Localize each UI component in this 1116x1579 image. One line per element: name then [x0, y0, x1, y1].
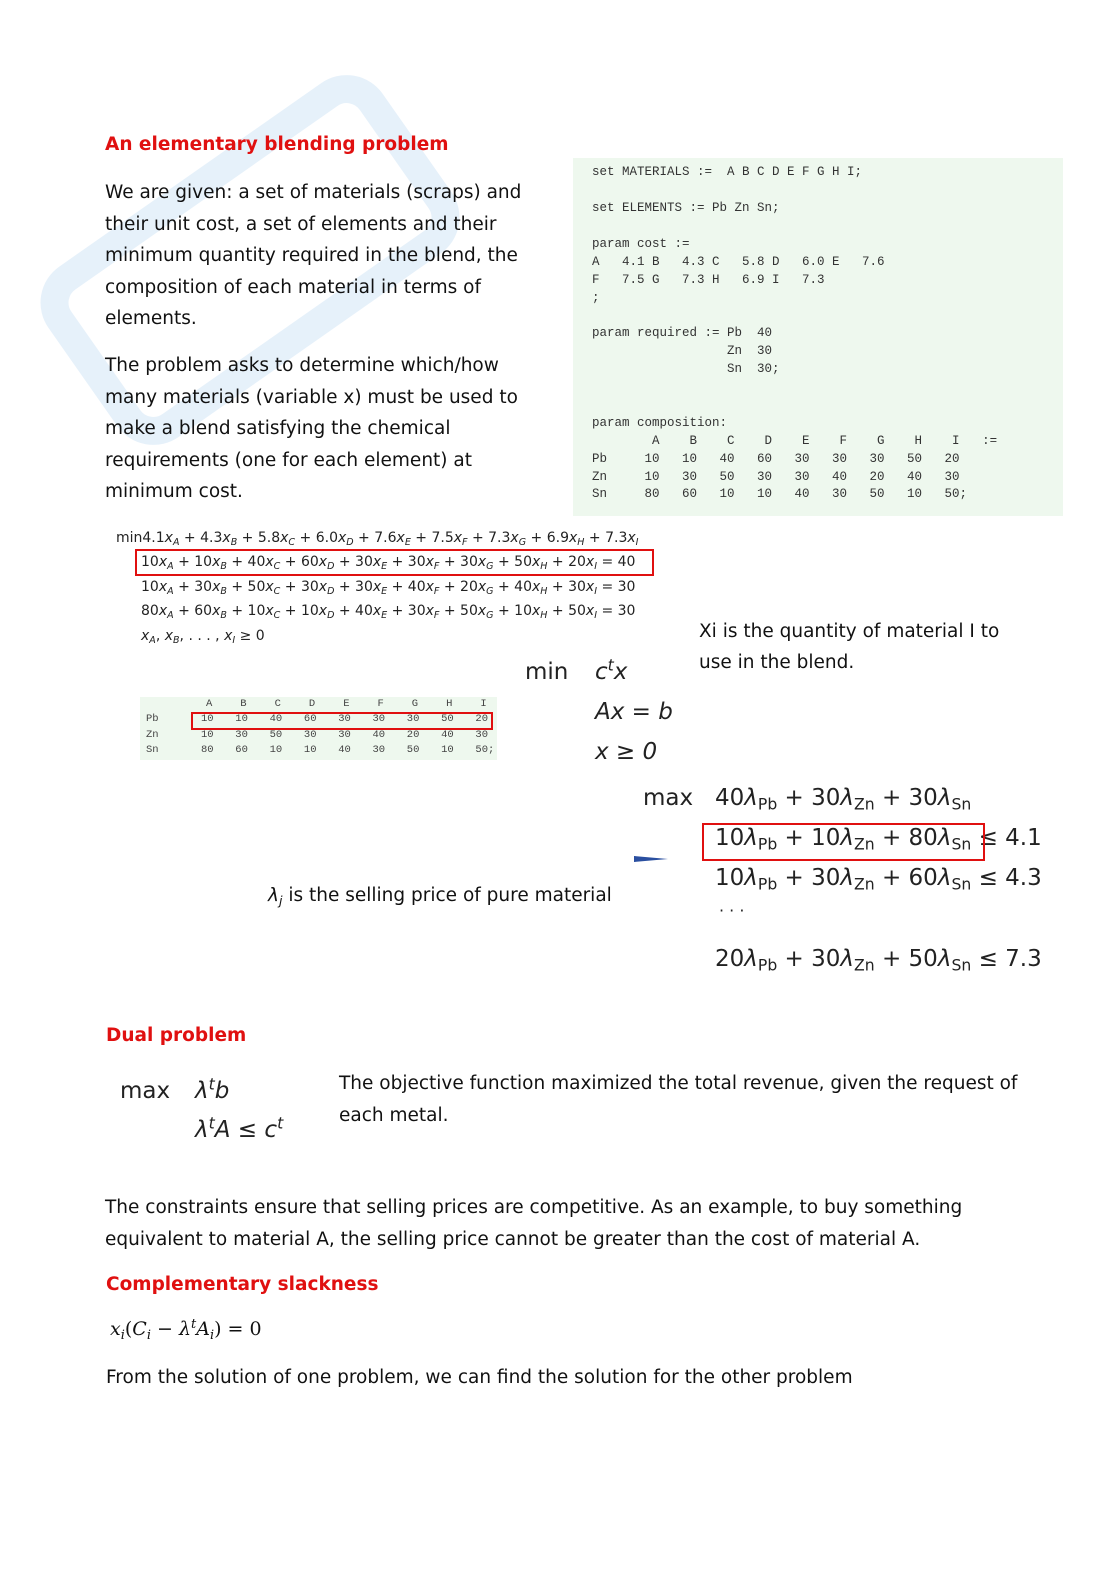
lambda-note-text: is the selling price of pure material [282, 885, 612, 906]
highlight-box-dual-constraint [702, 823, 985, 861]
table-header-cell: E [343, 698, 350, 710]
c-vector: c [595, 659, 608, 685]
table-cell: 40 [372, 728, 386, 741]
table-cell: 10 [269, 744, 283, 756]
dual-max-compact: max [120, 1078, 171, 1104]
dual-constraint: $20\lambda_{Pb} + 30\lambda_{Zn} + 50\lambda_{Sn} \le 7.3$ [715, 946, 1042, 975]
code-line: ; [592, 291, 600, 305]
code-line: A B C D E F G H I := [592, 434, 998, 448]
primal-constraint: $10x_A + 30x_B + 50x_C + 30x_D + 30x_E + 40x_F + 20x_G + 40x_H + 30x_I = 30$ [141, 578, 636, 597]
code-line: Zn 30 [592, 344, 773, 358]
dual-objective: $40\lambda_{Pb} + 30\lambda_{Zn} + 30\lambda_{Sn}$ [715, 785, 972, 814]
code-line: param cost := [592, 237, 690, 251]
matrix-nonneg: x ≥ 0 [595, 739, 658, 765]
primal-constraint: $80x_A + 60x_B + 10x_C + 10x_D + 40x_E + 30x_F + 50x_G + 10x_H + 50x_I = 30$ [141, 603, 636, 621]
table-cell: 60 [303, 713, 317, 725]
table-cell: 10 [201, 713, 214, 725]
code-line: Sn 30; [592, 362, 780, 376]
table-header-cell: A [206, 698, 213, 710]
dual-constraint-compact: $\lambda^tA \le c^t$ [195, 1113, 284, 1143]
matrix-min: min [525, 659, 569, 685]
matrix-constraint: Ax = b [595, 699, 673, 725]
ampl-data-code-block [573, 158, 1063, 516]
xi-note-line2: use in the blend. [699, 652, 855, 673]
table-cell: 30 [338, 713, 351, 725]
code-line: Zn 10 30 50 30 30 40 20 40 30 [592, 470, 960, 484]
complementary-slackness-formula: $x_i(C_i - \lambda^tA_i) = 0$ [110, 1316, 262, 1343]
table-cell: 10 [303, 744, 317, 756]
table-cell: 30 [372, 744, 386, 756]
table-cell: 60 [235, 744, 248, 756]
primal-objective: $\min 4.1x_A + 4.3x_B + 5.8x_C + 6.0x_D + 7.6x_E + 7.5x_F + 7.3x_G + 6.9x_H + 7.3x_I$ [116, 530, 639, 548]
table-cell: 10 [201, 728, 214, 741]
table-cell: 40 [338, 744, 351, 756]
highlight-box-pb-row [191, 712, 493, 730]
table-cell: 20 [475, 713, 488, 725]
table-header-cell: H [446, 698, 453, 710]
table-row-label: Sn [146, 744, 159, 756]
table-cell: 50 [441, 713, 454, 725]
section-title-complementary: Complementary slackness [106, 1274, 379, 1295]
code-line: param required := Pb 40 [592, 326, 773, 340]
code-line: A 4.1 B 4.3 C 5.8 D 6.0 E 7.6 [592, 255, 885, 269]
table-cell: 30 [338, 728, 351, 741]
table-cell: 40 [269, 713, 283, 725]
code-line: param composition: [592, 416, 728, 430]
table-header-cell: I [480, 698, 487, 710]
table-cell: 10 [441, 744, 454, 756]
lambda-note: $\lambda_j$ is the selling price of pure material [268, 885, 612, 908]
table-cell: 30 [406, 713, 420, 725]
dual-objective-note: The objective function maximized the total revenue, given the request of each metal. [339, 1073, 1018, 1126]
table-cell: 40 [441, 728, 454, 741]
highlight-box-pb-constraint [135, 549, 654, 576]
table-cell: 30 [475, 728, 488, 741]
intro-paragraph: We are given: a set of materials (scraps) and their unit cost, a set of elements and their minimum quantity required in the blend, the composition of each material in terms of elements. [105, 182, 522, 330]
table-row-label: Pb [146, 713, 159, 725]
table-header-cell: G [411, 698, 419, 710]
dual-objective-compact: $\lambda^tb$ [195, 1074, 230, 1104]
section-title-dual: Dual problem [106, 1025, 247, 1046]
arrow-icon [634, 854, 668, 864]
table-cell: 30 [235, 728, 248, 741]
code-line: Sn 80 60 10 10 40 30 50 10 50; [592, 487, 968, 501]
table-cell: 50 [269, 728, 283, 741]
table-cell: 50; [475, 744, 495, 756]
table-cell: 30 [303, 728, 317, 741]
table-cell: 30 [372, 713, 386, 725]
table-cell: 20 [406, 728, 420, 741]
code-line: Pb 10 10 40 60 30 30 30 50 20 [592, 452, 960, 466]
table-header-cell: D [308, 698, 316, 710]
xi-note-line1: Xi is the quantity of material I to [699, 621, 1000, 642]
table-header-cell: C [274, 698, 281, 710]
dual-dots: · · · [719, 901, 745, 920]
code-line: set ELEMENTS := Pb Zn Sn; [592, 201, 780, 215]
dual-constraint: $10\lambda_{Pb} + 30\lambda_{Zn} + 60\lambda_{Sn} \le 4.3$ [715, 865, 1042, 894]
table-cell: 10 [235, 713, 248, 725]
primal-constraint: $10x_A + 10x_B + 40x_C + 60x_D + 30x_E + 30x_F + 30x_G + 50x_H + 20x_I = 40$ [141, 554, 636, 572]
code-line: set MATERIALS := A B C D E F G H I; [592, 165, 863, 179]
constraints-paragraph: The constraints ensure that selling prices are competitive. As an example, to buy something equivalent to material A, the selling price cannot be greater than the cost of material A. [105, 1197, 963, 1250]
problem-paragraph: The problem asks to determine which/how many materials (variable x) must be used to make a blend satisfying the chemical requirements (one for each element) at minimum cost. [105, 355, 518, 503]
section-title-blending: An elementary blending problem [105, 134, 449, 155]
table-header-cell: F [377, 698, 384, 710]
code-line: F 7.5 G 7.3 H 6.9 I 7.3 [592, 273, 825, 287]
primal-nonneg: $x_A$, $x_B$, . . . , $x_I \ge 0$ [141, 628, 265, 646]
table-cell: 50 [406, 744, 420, 756]
table-row-label: Zn [146, 728, 159, 741]
dual-constraint: $10\lambda_{Pb} + 10\lambda_{Zn} + 80\lambda_{Sn} \le 4.1$ [715, 825, 1042, 854]
table-cell: 80 [201, 744, 214, 756]
table-header-cell: B [240, 698, 247, 710]
final-paragraph: From the solution of one problem, we can find the solution for the other problem [106, 1367, 853, 1388]
matrix-objective: $c^tx$ [595, 655, 628, 685]
dual-max-label: max [643, 785, 694, 811]
